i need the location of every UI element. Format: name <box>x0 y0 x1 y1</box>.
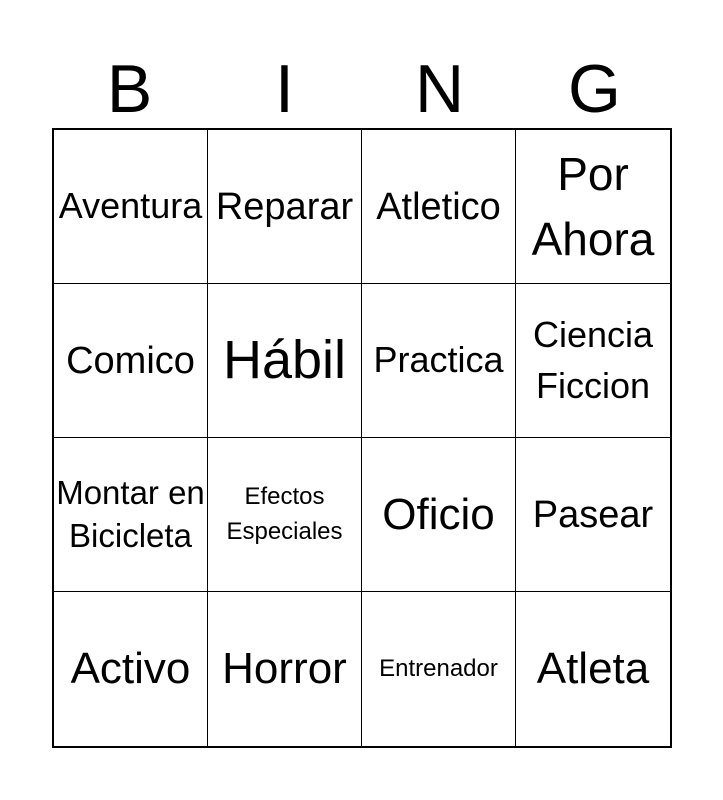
bingo-cell[interactable] <box>516 284 670 438</box>
bingo-cell[interactable] <box>362 592 516 746</box>
cell-label: Activo <box>70 644 191 693</box>
header-letter-g: G <box>568 51 621 127</box>
cell-label: Horror <box>222 644 347 693</box>
bingo-cell[interactable] <box>208 592 362 746</box>
bingo-header <box>52 50 672 128</box>
bingo-cell[interactable] <box>362 284 516 438</box>
bingo-cell[interactable] <box>362 130 516 284</box>
cell-label: Atleta <box>536 644 650 693</box>
cell-label: Atletico <box>376 185 501 228</box>
header-letter-n: N <box>414 51 465 127</box>
bingo-cell[interactable] <box>208 284 362 438</box>
bingo-cell[interactable] <box>208 438 362 592</box>
cell-label: Montar en Bicicleta <box>56 473 205 554</box>
cell-label: Efectos Especiales <box>226 482 343 545</box>
bingo-cell[interactable] <box>54 130 208 284</box>
header-letter-b: B <box>106 51 153 127</box>
header-letter-i: I <box>275 51 294 127</box>
cell-label: Ciencia Ficcion <box>532 314 654 406</box>
bingo-board <box>52 128 672 748</box>
cell-label: Hábil <box>222 330 347 391</box>
cell-label: Comico <box>66 339 195 382</box>
cell-label: Pasear <box>532 493 654 536</box>
bingo-cell[interactable] <box>54 284 208 438</box>
bingo-cell[interactable] <box>208 130 362 284</box>
cell-label: Practica <box>373 339 504 381</box>
bingo-cell[interactable] <box>362 438 516 592</box>
cell-label: Entrenador <box>379 654 498 682</box>
bingo-cell[interactable] <box>516 130 670 284</box>
bingo-cell[interactable] <box>54 438 208 592</box>
bingo-cell[interactable] <box>54 592 208 746</box>
cell-label: Oficio <box>382 489 495 539</box>
cell-label: Por Ahora <box>531 148 655 265</box>
bingo-cell[interactable] <box>516 438 670 592</box>
bingo-cell[interactable] <box>516 592 670 746</box>
cell-label: Reparar <box>215 185 354 228</box>
cell-label: Aventura <box>58 185 203 227</box>
